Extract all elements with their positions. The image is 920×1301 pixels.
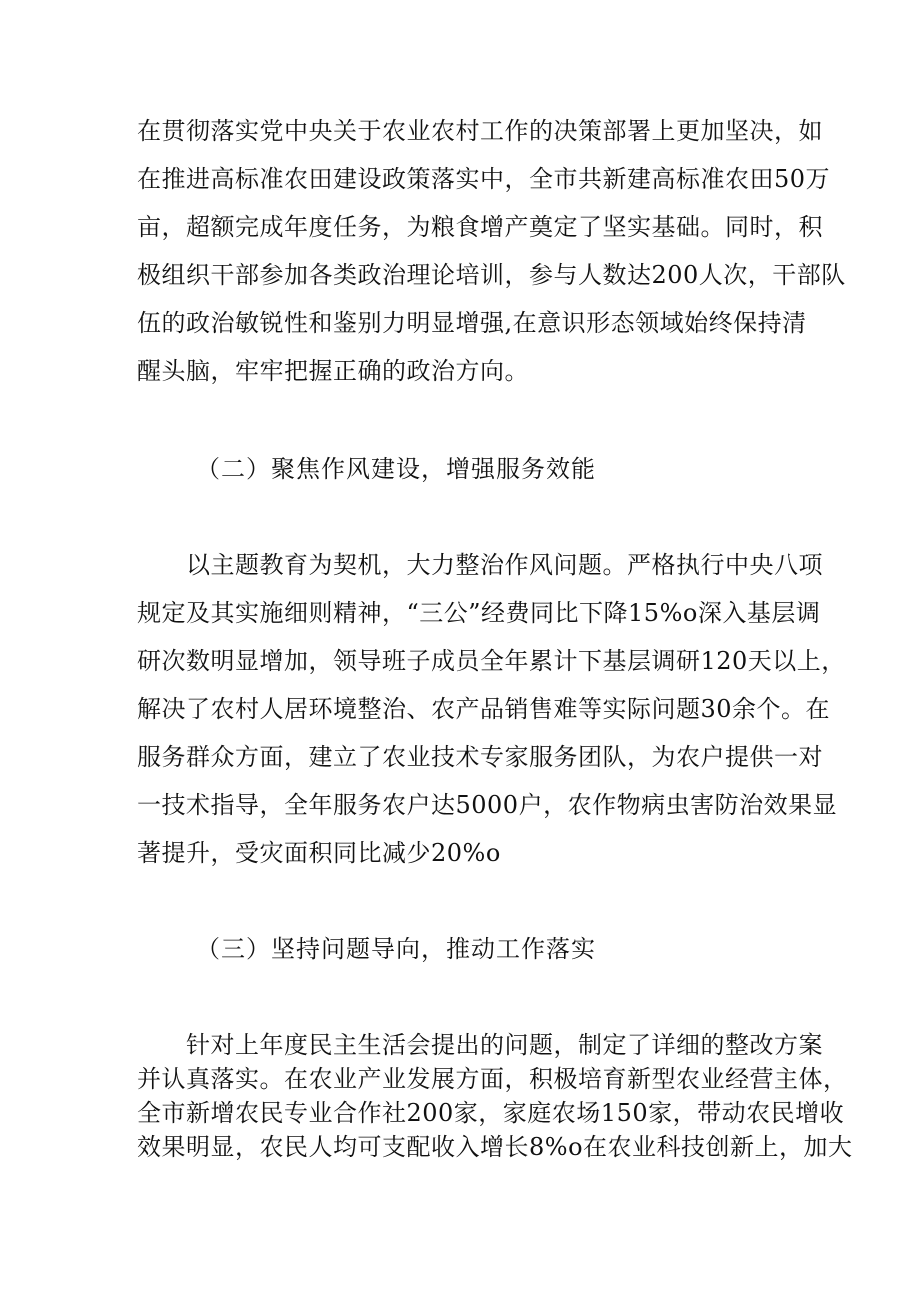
paragraph-line: 一技术指导，全年服务农户达5000户，农作物病虫害防治效果显 [137, 791, 838, 819]
paragraph-line: 伍的政治敏锐性和鉴别力明显增强,在意识形态领域始终保持清 [137, 309, 807, 337]
paragraph-line: 针对上年度民主生活会提出的问题，制定了详细的整改方案 [186, 1031, 823, 1059]
paragraph-line: 研次数明显增加，领导班子成员全年累计下基层调研120天以上， [137, 647, 846, 675]
paragraph-line: 在贯彻落实党中央关于农业农村工作的决策部署上更加坚决，如 [137, 117, 823, 145]
paragraph-line: 极组织干部参加各类政治理论培训，参与人数达200人次，干部队 [137, 261, 846, 289]
paragraph-line: 服务群众方面，建立了农业技术专家服务团队，为农户提供一对 [137, 743, 823, 771]
paragraph-line: 全市新增农民专业合作社200家，家庭农场150家，带动农民增收 [137, 1099, 845, 1127]
paragraph-line: 亩，超额完成年度任务，为粮食增产奠定了坚实基础。同时，积 [137, 213, 823, 241]
section-heading-3: （三）坚持问题导向，推动工作落实 [196, 935, 596, 963]
paragraph-line: 规定及其实施细则精神，“三公”经费同比下降15%o深入基层调 [137, 599, 821, 627]
paragraph-line: 醒头脑，牢牢把握正确的政治方向。 [137, 357, 529, 385]
paragraph-line: 在推进高标准农田建设政策落实中，全市共新建高标准农田50万 [137, 165, 831, 193]
section-heading-2: （二）聚焦作风建设，增强服务效能 [196, 455, 596, 483]
paragraph-line: 以主题教育为契机，大力整治作风问题。严格执行中央八项 [186, 551, 823, 579]
paragraph-line: 解决了农村人居环境整治、农产品销售难等实际问题30余个。在 [137, 695, 831, 723]
paragraph-line: 效果明显，农民人均可支配收入增长8%o在农业科技创新上，加大 [137, 1133, 853, 1161]
paragraph-line: 并认真落实。在农业产业发展方面，积极培育新型农业经营主体， [137, 1065, 848, 1093]
paragraph-line: 著提升，受灾面积同比减少20%o [137, 839, 501, 867]
